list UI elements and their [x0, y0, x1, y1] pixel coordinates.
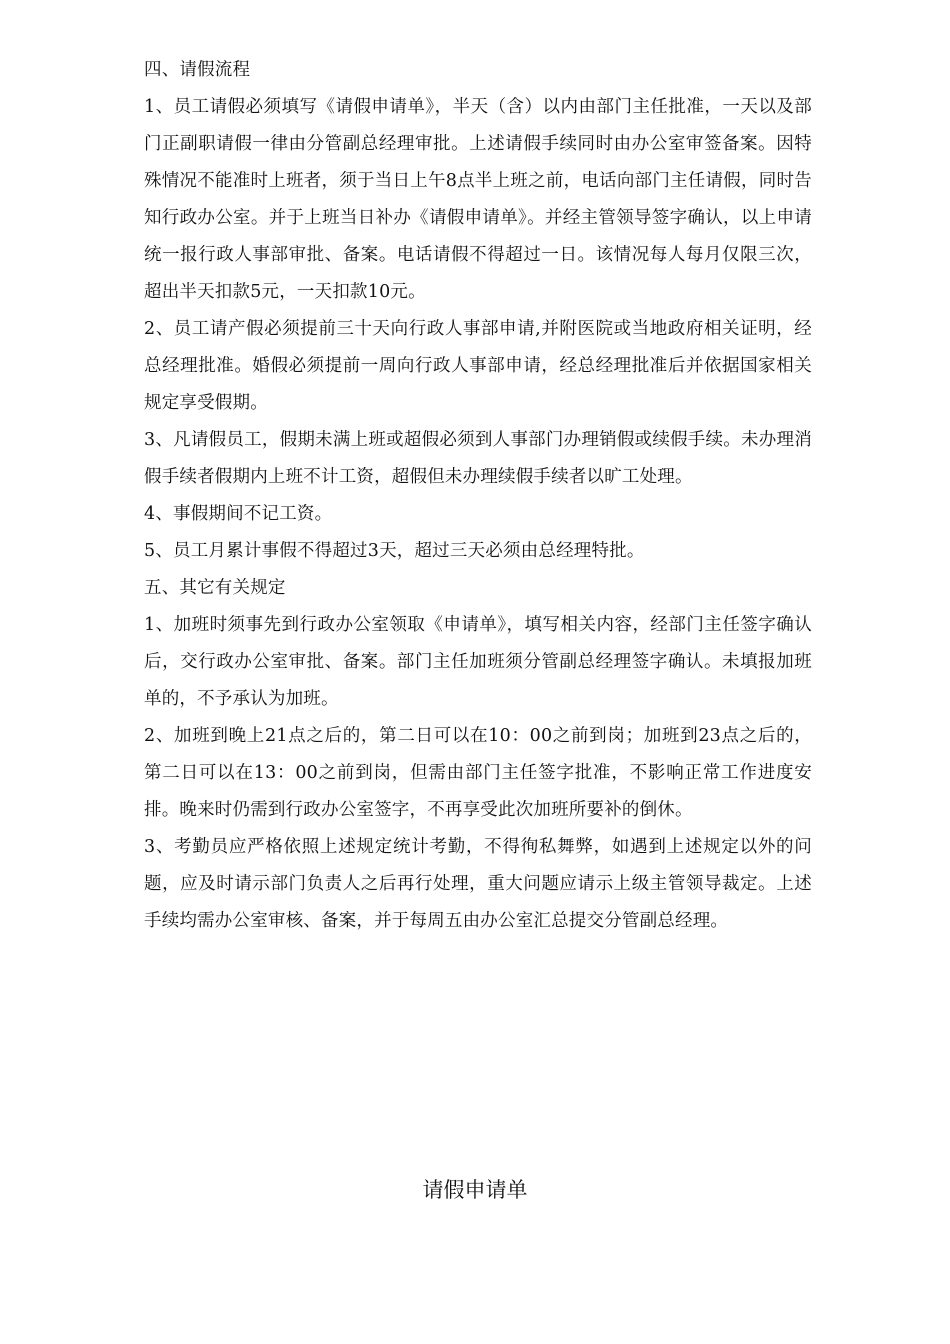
document-body — [144, 52, 812, 940]
paragraph-leave-rule-1: 1、员工请假必须填写《请假申请单》，半天（含）以内由部门主任批准，一天以及部门正副职请假一律由分管副总经理审批。上述请假手续同时由办公室审签备案。因特殊情况不能准时上班者，须于当日上午8点半上班之前，电话向部门主任请假，同时告知行政办公室。并于上班当日补办《请假申请单》。并经主管领导签字确认，以上申请统一报行政人事部审批、备案。电话请假不得超过一日。该情况每人每月仅限三次，超出半天扣款5元，一天扣款10元。 — [144, 97, 812, 302]
paragraph-other-rule-1: 1、加班时须事先到行政办公室领取《申请单》，填写相关内容，经部门主任签字确认后，交行政办公室审批、备案。部门主任加班须分管副总经理签字确认。未填报加班单的，不予承认为加班。 — [144, 615, 812, 709]
paragraph-other-rule-2: 2、加班到晚上21点之后的，第二日可以在10：00之前到岗；加班到23点之后的，第二日可以在13：00之前到岗，但需由部门主任签字批准，不影响正常工作进度安排。晚来时仍需到行政办公室签字，不再享受此次加班所要补的倒休。 — [144, 726, 812, 820]
paragraph-leave-rule-5: 5、员工月累计事假不得超过3天，超过三天必须由总经理特批。 — [144, 541, 645, 561]
section-heading-other-rules: 五、其它有关规定 — [144, 578, 286, 598]
section-heading-leave-process: 四、请假流程 — [144, 60, 251, 80]
paragraph-leave-rule-2: 2、员工请产假必须提前三十天向行政人事部申请,并附医院或当地政府相关证明，经总经理批准。婚假必须提前一周向行政人事部申请，经总经理批准后并依据国家相关规定享受假期。 — [144, 319, 812, 413]
paragraph-other-rule-3: 3、考勤员应严格依照上述规定统计考勤，不得徇私舞弊，如遇到上述规定以外的问题，应及时请示部门负责人之后再行处理，重大问题应请示上级主管领导裁定。上述手续均需办公室审核、备案，并于每周五由办公室汇总提交分管副总经理。 — [144, 837, 812, 931]
form-title: 请假申请单 — [422, 1178, 528, 1202]
paragraph-leave-rule-4: 4、事假期间不记工资。 — [144, 504, 333, 524]
paragraph-leave-rule-3: 3、凡请假员工，假期未满上班或超假必须到人事部门办理销假或续假手续。未办理消假手续者假期内上班不计工资，超假但未办理续假手续者以旷工处理。 — [144, 430, 812, 487]
